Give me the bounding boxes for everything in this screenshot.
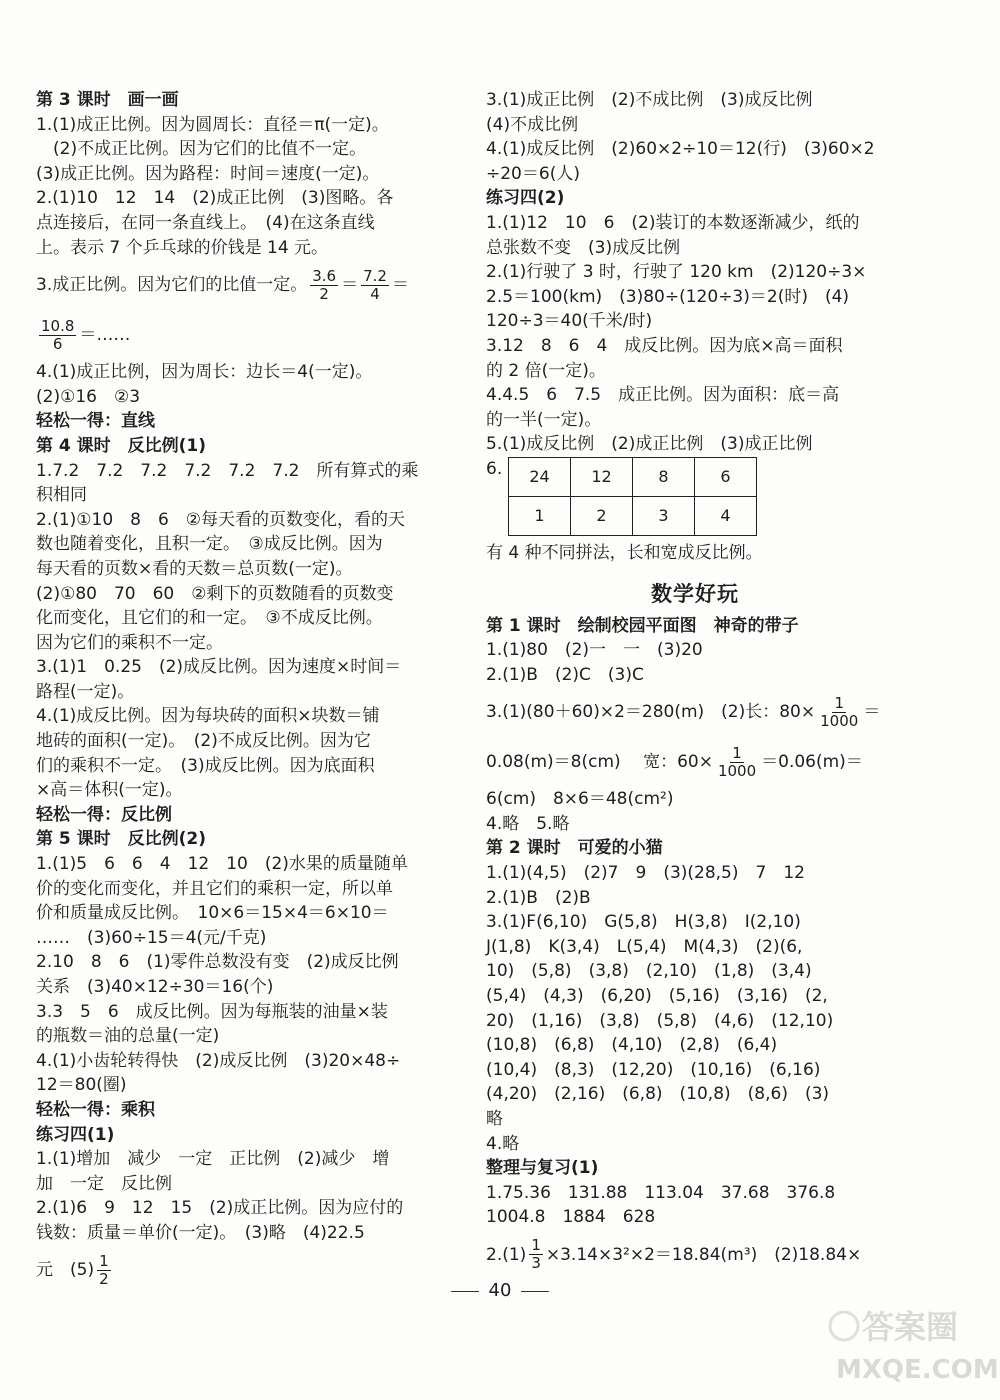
fraction bbox=[310, 268, 338, 303]
answer-line: 因为它们的乘积不一定。 bbox=[36, 632, 223, 653]
fraction-numerator: 1 bbox=[834, 693, 844, 712]
table-row bbox=[509, 457, 757, 496]
answer-text: ＝…… bbox=[79, 324, 131, 345]
dash-divider bbox=[521, 1291, 549, 1292]
table-cell: 12 bbox=[571, 457, 633, 496]
answer-line: 1.75.36 131.88 113.04 37.68 376.8 bbox=[486, 1182, 836, 1203]
answer-line: 2.(1)10 12 14 (2)成正比例 (3)图略。各 bbox=[36, 188, 394, 209]
bonus-heading: 轻松一得：反比例 bbox=[36, 804, 172, 825]
answer-text: ＝0.06(m)＝ bbox=[761, 751, 863, 772]
answer-line: 2.(1)行驶了 3 时，行驶了 120 km (2)120÷3× bbox=[486, 262, 867, 283]
answer-line: 总张数不变 (3)成反比例 bbox=[486, 237, 681, 258]
answer-line-fraction bbox=[486, 687, 904, 737]
answer-line: 3.(1)成正比例 (2)不成比例 (3)成反比例 bbox=[486, 90, 813, 110]
answer-line: 关系 (3)40×12÷30＝16(个) bbox=[36, 977, 274, 997]
answer-line-fraction bbox=[36, 310, 454, 360]
exercise-heading: 练习四(1) bbox=[36, 1124, 115, 1145]
answer-line: 4.(1)小齿轮转得快 (2)成反比例 (3)20×48÷ bbox=[36, 1050, 401, 1071]
answer-text: 3.成正比例。因为它们的比值一定。 bbox=[36, 274, 308, 295]
answer-text: 元 (5) bbox=[36, 1260, 95, 1281]
fraction-denominator: 6 bbox=[52, 334, 63, 353]
answer-line: (2)不成正比例。因为它们的比值不一定。 bbox=[36, 139, 367, 160]
answer-text: ×3.14×3²×2＝18.84(m³) (2)18.84× bbox=[545, 1244, 862, 1265]
fraction-denominator: 1000 bbox=[717, 761, 757, 780]
table-cell: 4 bbox=[695, 496, 757, 535]
answer-line: 点连接后，在同一条直线上。 (4)在这条直线 bbox=[36, 212, 375, 233]
watermark-url: MXQE.COM bbox=[836, 1355, 999, 1385]
question-label: 6. bbox=[486, 458, 503, 479]
answer-line: 1.7.2 7.2 7.2 7.2 7.2 7.2 所有算式的乘 bbox=[36, 460, 419, 481]
right-column bbox=[486, 88, 904, 1280]
answer-line: 每天看的页数×看的天数＝总页数(一定)。 bbox=[36, 558, 353, 579]
fraction bbox=[529, 1237, 543, 1272]
left-column bbox=[36, 88, 454, 1296]
answer-line: (2)①16 ②3 bbox=[36, 386, 141, 407]
fraction bbox=[39, 318, 76, 353]
fraction-numerator: 10.8 bbox=[41, 316, 75, 335]
fraction-numerator: 1 bbox=[732, 743, 742, 762]
answer-line: 1.(1)5 6 6 4 12 10 (2)水果的质量随单 bbox=[36, 854, 408, 875]
answer-text: 0.08(m)＝8(cm) 宽：60× bbox=[486, 751, 713, 772]
answer-line: …… (3)60÷15＝4(元/千克) bbox=[36, 927, 267, 948]
lesson-heading: 第 4 课时 反比例(1) bbox=[36, 435, 207, 456]
answer-line: 3.(1)F(6,10) G(5,8) H(3,8) I(2,10) bbox=[486, 912, 801, 933]
answer-line: (2)①80 70 60 ②剩下的页数随看的页数变 bbox=[36, 583, 394, 604]
answer-line: 2.(1)B (2)C (3)C bbox=[486, 664, 644, 685]
lesson-heading: 第 2 课时 可爱的小猫 bbox=[486, 838, 663, 859]
answer-line: 1.(1)(4,5) (2)7 9 (3)(28,5) 7 12 bbox=[486, 863, 805, 884]
answer-line: 加 一定 反比例 bbox=[36, 1173, 172, 1194]
answer-line: 们的乘积不一定。 (3)成反比例。因为底面积 bbox=[36, 755, 375, 776]
fraction-numerator: 7.2 bbox=[363, 266, 387, 285]
section-title: 数学好玩 bbox=[651, 581, 739, 606]
fraction-numerator: 3.6 bbox=[312, 266, 337, 285]
dash-divider bbox=[451, 1291, 479, 1292]
review-heading: 整理与复习(1) bbox=[486, 1158, 599, 1179]
answer-table bbox=[508, 457, 757, 536]
answer-line: 略 bbox=[486, 1109, 503, 1129]
question-6 bbox=[486, 457, 904, 541]
answer-line: 有 4 种不同拼法，长和宽成反比例。 bbox=[486, 542, 763, 563]
answer-line: 5.(1)成反比例 (2)成正比例 (3)成正比例 bbox=[486, 434, 813, 455]
fraction-denominator: 2 bbox=[319, 284, 329, 303]
answer-line: 20) (1,16) (3,8) (5,8) (4,6) (12,10) bbox=[486, 1010, 834, 1031]
answer-text: 2.(1) bbox=[486, 1244, 527, 1265]
fraction bbox=[361, 268, 389, 303]
table-row bbox=[509, 496, 757, 535]
equals-sign: ＝ bbox=[391, 274, 409, 295]
answer-line: 1004.8 1884 628 bbox=[486, 1207, 656, 1228]
bonus-heading: 轻松一得：直线 bbox=[36, 411, 155, 432]
answer-line: 2.(1)6 9 12 15 (2)成正比例。因为应付的 bbox=[36, 1198, 404, 1219]
answer-line: 4.(1)成反比例。因为每块砖的面积×块数＝铺 bbox=[36, 706, 380, 727]
answer-line: 的瓶数＝油的总量(一定) bbox=[36, 1026, 220, 1047]
answer-line: (10,8) (6,8) (4,10) (2,8) (6,4) bbox=[486, 1035, 778, 1056]
answer-line: 4.略 bbox=[486, 1133, 520, 1154]
fraction bbox=[716, 745, 758, 780]
answer-line: 化而变化，且它们的和一定。 ③不成反比例。 bbox=[36, 608, 383, 629]
lesson-heading: 第 3 课时 画一画 bbox=[36, 90, 179, 110]
table-cell: 2 bbox=[571, 496, 633, 535]
answer-line: 3.(1)1 0.25 (2)成反比例。因为速度×时间＝ bbox=[36, 657, 402, 678]
answer-line: (10,4) (8,3) (12,20) (10,16) (6,16) bbox=[486, 1059, 821, 1080]
equals-sign: ＝ bbox=[341, 274, 359, 295]
answer-line: 3.3 5 6 成反比例。因为每瓶装的油量×装 bbox=[36, 1001, 388, 1022]
answer-line-fraction bbox=[486, 737, 904, 787]
fraction-denominator: 4 bbox=[370, 284, 380, 303]
watermark-logo bbox=[826, 1298, 999, 1390]
answer-line: (3)成正比例。因为路程：时间＝速度(一定)。 bbox=[36, 163, 380, 184]
answer-line: 1.(1)增加 减少 一定 正比例 (2)减少 增 bbox=[36, 1149, 390, 1170]
answer-text: ＝ bbox=[863, 701, 881, 722]
fraction bbox=[818, 695, 860, 730]
table-cell: 24 bbox=[509, 457, 571, 496]
answer-line: ×高＝体积(一定)。 bbox=[36, 780, 183, 801]
answer-line: 10) (5,8) (3,8) (2,10) (1,8) (3,4) bbox=[486, 961, 812, 982]
answer-line: 的一半(一定)。 bbox=[486, 409, 602, 430]
answer-line: 1.(1)80 (2)一 一 (3)20 bbox=[486, 640, 703, 661]
answer-line: ÷20＝6(人) bbox=[486, 163, 580, 184]
fraction-numerator: 1 bbox=[531, 1236, 541, 1255]
fraction-denominator: 3 bbox=[531, 1254, 541, 1273]
answer-line: 数也随着变化，且积一定。 ③成反比例。因为 bbox=[36, 534, 383, 555]
answer-line: (4)不成比例 bbox=[486, 114, 579, 135]
lesson-heading: 第 1 课时 绘制校园平面图 神奇的带子 bbox=[486, 615, 799, 636]
answer-line: 2.5＝100(km) (3)80÷(120÷3)＝2(时) (4) bbox=[486, 286, 850, 307]
answer-line: 4.4.5 6 7.5 成正比例。因为面积：底＝高 bbox=[486, 385, 840, 406]
answer-line: 1.(1)12 10 6 (2)装订的本数逐渐减少，纸的 bbox=[486, 212, 860, 233]
answer-line: 价和质量成反比例。 10×6＝15×4＝6×10＝ bbox=[36, 903, 389, 924]
answer-line: 价的变化而变化，并且它们的乘积一定，所以单 bbox=[36, 878, 393, 899]
answer-line-fraction bbox=[36, 260, 454, 310]
answer-line: 4.略 5.略 bbox=[486, 813, 570, 834]
table-cell: 8 bbox=[633, 457, 695, 496]
answer-line: J(1,8) K(3,4) L(5,4) M(4,3) (2)(6, bbox=[486, 936, 803, 957]
watermark-title: 答案圈 bbox=[862, 1308, 959, 1346]
watermark-circle-icon bbox=[830, 1312, 858, 1340]
exercise-heading: 练习四(2) bbox=[486, 188, 565, 209]
answer-line: (4,20) (2,16) (6,8) (10,8) (8,6) (3) bbox=[486, 1084, 830, 1105]
answer-line: 4.(1)成正比例，因为周长：边长＝4(一定)。 bbox=[36, 362, 373, 383]
bonus-heading: 轻松一得：乘积 bbox=[36, 1099, 155, 1120]
answer-line-fraction bbox=[486, 1230, 904, 1280]
answer-line: 路程(一定)。 bbox=[36, 681, 135, 702]
table-cell: 6 bbox=[695, 457, 757, 496]
answer-line: 积相同 bbox=[36, 485, 87, 506]
lesson-heading: 第 5 课时 反比例(2) bbox=[36, 829, 207, 850]
answer-line: 钱数：质量＝单价(一定)。 (3)略 (4)22.5 bbox=[36, 1222, 365, 1243]
answer-line: (5,4) (4,3) (6,20) (5,16) (3,16) (2, bbox=[486, 986, 828, 1007]
fraction-numerator: 1 bbox=[99, 1252, 109, 1271]
page-number-text: 40 bbox=[488, 1280, 512, 1301]
answer-line: 的 2 倍(一定)。 bbox=[486, 360, 606, 381]
answer-line: 12＝80(圈) bbox=[36, 1075, 127, 1096]
answer-line: 4.(1)成反比例 (2)60×2÷10＝12(行) (3)60×2 bbox=[486, 139, 875, 160]
answer-line: 120÷3＝40(千米/时) bbox=[486, 311, 653, 332]
fraction-denominator: 1000 bbox=[820, 711, 859, 730]
fraction-denominator: 2 bbox=[99, 1270, 109, 1289]
table-cell: 1 bbox=[509, 496, 571, 535]
answer-line: 2.(1)①10 8 6 ②每天看的页数变化，看的天 bbox=[36, 509, 406, 530]
answer-line: 2.10 8 6 (1)零件总数没有变 (2)成反比例 bbox=[36, 952, 399, 973]
answer-line: 3.12 8 6 4 成反比例。因为底×高＝面积 bbox=[486, 335, 843, 356]
table-cell: 3 bbox=[633, 496, 695, 535]
answer-line: 1.(1)成正比例。因为圆周长：直径＝π(一定)。 bbox=[36, 114, 389, 135]
answer-line: 地砖的面积(一定)。 (2)不成反比例。因为它 bbox=[36, 731, 371, 752]
answer-line: 2.(1)B (2)B bbox=[486, 887, 591, 908]
answer-line: 上。表示 7 个乒乓球的价钱是 14 元。 bbox=[36, 237, 329, 258]
answer-line: 6(cm) 8×6＝48(cm²) bbox=[486, 789, 674, 810]
answer-text: 3.(1)(80＋60)×2＝280(m) (2)长：80× bbox=[486, 701, 816, 722]
